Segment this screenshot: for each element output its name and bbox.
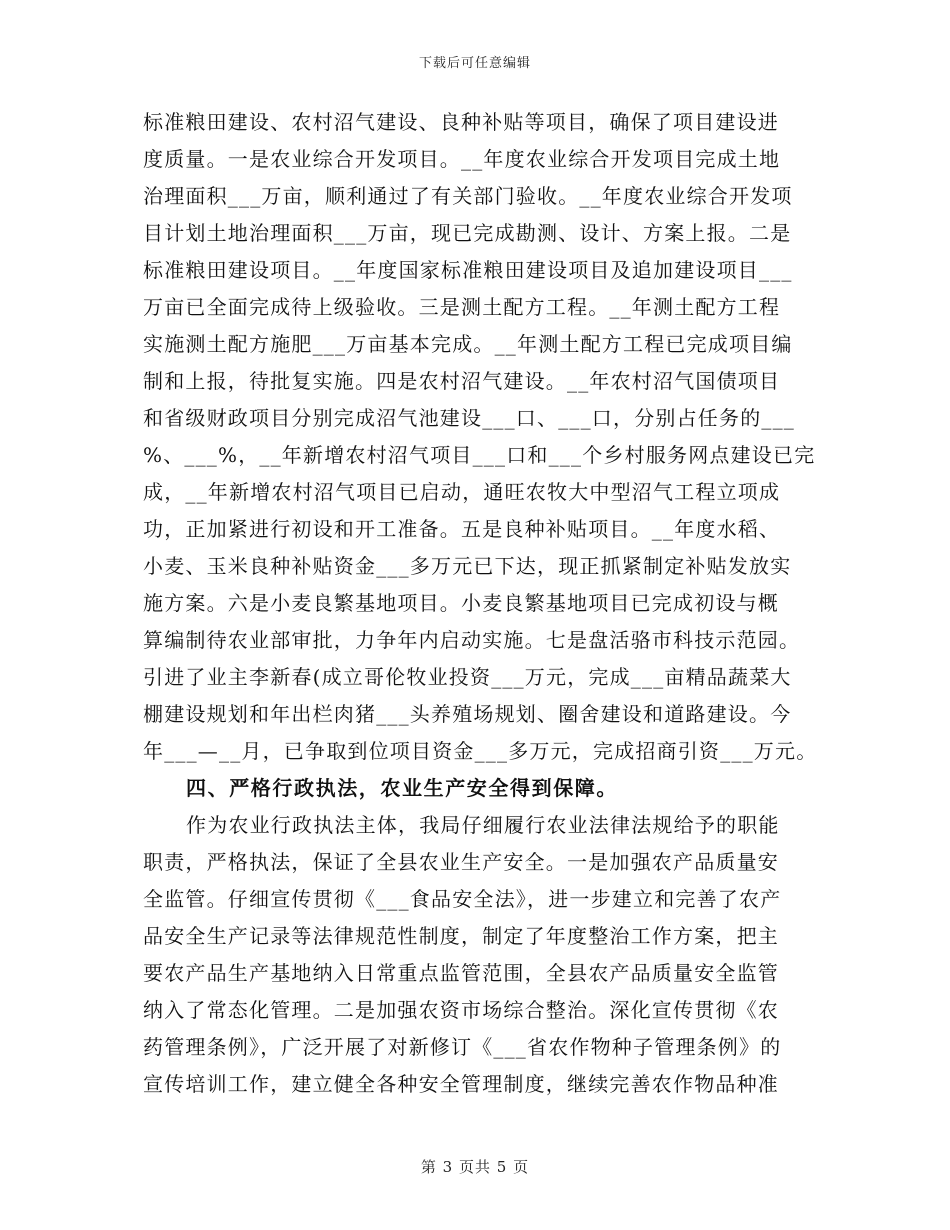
body-line: 功，正加紧进行初设和开工准备。五是良种补贴项目。__年度水稻、 xyxy=(143,517,781,541)
body-line: 成，__年新增农村沼气项目已启动，通旺农牧大中型沼气工程立项成 xyxy=(143,480,781,504)
body-line: 实施测土配方施肥___万亩基本完成。__年测土配方工程已完成项目编 xyxy=(143,332,793,356)
paragraph-line: 要农产品生产基地纳入日常重点监管范围，全县农产品质量安全监管 xyxy=(143,961,779,985)
paragraph-line: 职责，严格执法，保证了全县农业生产安全。一是加强农产品质量安 xyxy=(143,850,779,874)
body-line: %、___%，__年新增农村沼气项目___口和___个乡村服务网点建设已完 xyxy=(143,443,816,467)
section-heading: 四、严格行政执法，农业生产安全得到保障。 xyxy=(186,776,618,800)
paragraph-line: 宣传培训工作，建立健全各种安全管理制度，继续完善农作物品种准 xyxy=(143,1072,779,1096)
body-line: 引进了业主李新春(成立哥伦牧业投资___万元，完成___亩精品蔬菜大 xyxy=(143,665,792,689)
body-line: 棚建设规划和年出栏肉猪___头养殖场规划、圈舍建设和道路建设。今 xyxy=(143,702,792,726)
page-number-footer: 第 3 页共 5 页 xyxy=(420,1158,530,1176)
body-line: 万亩已全面完成待上级验收。三是测土配方工程。__年测土配方工程 xyxy=(143,295,781,319)
body-line: 度质量。一是农业综合开发项目。__年度农业综合开发项目完成土地 xyxy=(143,147,781,171)
paragraph-line: 纳入了常态化管理。二是加强农资市场综合整治。深化宣传贯彻《农 xyxy=(143,998,779,1022)
body-line: 标准粮田建设项目。__年度国家标准粮田建设项目及追加建设项目___ xyxy=(143,258,793,282)
body-line: 算编制待农业部审批，力争年内启动实施。七是盘活骆市科技示范园。 xyxy=(143,628,801,652)
paragraph-line: 作为农业行政执法主体，我局仔细履行农业法律法规给予的职能 xyxy=(186,813,780,837)
body-line: 目计划土地治理面积___万亩，现已完成勘测、设计、方案上报。二是 xyxy=(143,221,792,245)
body-line: 小麦、玉米良种补贴资金___多万元已下达，现正抓紧制定补贴发放实 xyxy=(143,554,792,578)
body-line: 年___—__月，已争取到位项目资金___多万元，完成招商引资___万元。 xyxy=(143,739,818,763)
body-line: 制和上报，待批复实施。四是农村沼气建设。__年农村沼气国债项目 xyxy=(143,369,781,393)
body-line: 和省级财政项目分别完成沼气池建设___口、___口，分别占任务的___ xyxy=(143,406,795,430)
body-line: 施方案。六是小麦良繁基地项目。小麦良繁基地项目已完成初设与概 xyxy=(143,591,779,615)
paragraph-line: 全监管。仔细宣传贯彻《___食品安全法》，进一步建立和完善了农产 xyxy=(143,887,782,911)
paragraph-line: 药管理条例》，广泛开展了对新修订《___省农作物种子管理条例》的 xyxy=(143,1035,782,1059)
body-line: 治理面积___万亩，顺利通过了有关部门验收。__年度农业综合开发项 xyxy=(143,184,793,208)
page-header-note: 下载后可任意编辑 xyxy=(418,56,531,71)
body-line: 标准粮田建设、农村沼气建设、良种补贴等项目，确保了项目建设进 xyxy=(143,110,779,134)
document-body xyxy=(143,104,823,1103)
paragraph-line: 品安全生产记录等法律规范性制度，制定了年度整治工作方案，把主 xyxy=(143,924,779,948)
